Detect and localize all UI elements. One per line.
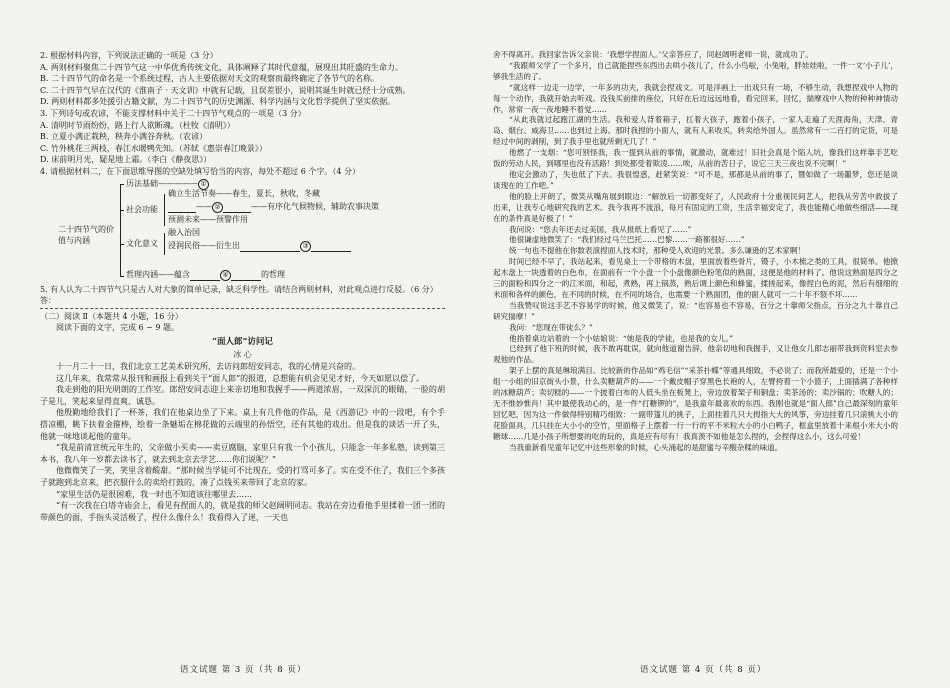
- left-column: [40, 50, 445, 523]
- footer-left: 语文试题 第 3 页（共 8 页）: [180, 665, 307, 675]
- right-para-5: 他燃了一支烟：“您可别怪我，我一提到从前的事情，就激动，就难过！旧社会真是个陷人坑，像我们这样靠手艺吃饭的劳动人民，到哪里也没有活路！到处都受着欺凌……唉，从前的苦日子，说它三天三夜也说不完啊！”: [493, 148, 898, 169]
- branch-social: 社会功能: [126, 204, 158, 214]
- right-para-3: “就这样一边走一边学，一年多的功夫，我就会捏戏文。可是洋画上一出戏只有一场，不够生动，我想捏戏中人物的每一个动作，我就开始去听戏。没钱买前排的座位，只好在后边远远地看，看完回来，回忆，揣摩戏中人物的种种神情动作，常常一夜一夜地睡不着觉……: [493, 82, 898, 114]
- culture-item-1: 融入治国: [168, 227, 200, 237]
- section-desc: 阅读下面的文字，完成 6 ~ 9 题。: [56, 323, 180, 333]
- branch-culture: 文化意义: [126, 238, 158, 248]
- blank-1: ①: [198, 179, 209, 190]
- right-para-8: 我问说：“您去年还去过美国，我从报纸上看见了……”: [509, 224, 692, 234]
- section-heading: （二）阅读 Ⅱ（本题共 4 小题，16 分）: [40, 311, 183, 321]
- social-item-3: 预测未来——预警作用: [168, 214, 248, 224]
- q4-stem: 4. 请根据材料二，在下面思维导图的空缺处填写恰当的内容，每处不超过 6 个字。（4 分）: [40, 166, 360, 176]
- right-para-17: 当我重新看见童年记忆中这些形象的时候，心头涌起的是甜蜜与辛酸杂糅的味道。: [509, 442, 783, 452]
- right-para-12: 当我赞叹说这手艺不容易学的时候，他又微笑了，说：“也容易也不容易，百分之十靠师父指点，百分之九十靠自己研究揣摩！”: [493, 300, 898, 321]
- q3-option-a: A. 清明时节雨纷纷，路上行人欲断魂。（杜牧《清明》）: [40, 120, 235, 130]
- branch-philosophy-text: 哲理内涵——蕴含: [126, 269, 190, 279]
- left-para-6: 他微微笑了一笑，笑里含着酸甜。“那时候当学徒可不比现在，受的打骂可多了。实在受不住了，我们三个多孩子就跑到北京来，把衣服什么的卖给打鼓的，凑了点钱买来带回了北京的家。: [40, 466, 445, 488]
- branch-calendar-label: 历法基础: [126, 178, 158, 188]
- branch-calendar: 历法基础————— ①: [126, 179, 209, 190]
- social-item-1: 确立生活节奏——春生，夏长，秋收，冬藏: [168, 188, 320, 198]
- mind-map-root: 二十四节气的价值与内涵: [58, 224, 114, 245]
- q3-option-d: D. 床前明月光，疑是地上霜。（李白《静夜思》）: [40, 155, 212, 165]
- left-para-5: “我是前清宣统元年生的，父亲做小买卖——卖豆腐脑，家里只有我一个小孩儿，只能念一年多私塾，读到第三本书，我八年一岁都去读书了，就去到北京去学艺……你们说呢？”: [40, 443, 445, 464]
- q3-option-b: B. 立夏小满正栽秧，秧奔小满谷奔秋。（农谚）: [40, 132, 207, 142]
- left-para-7: “家里生活仍是很困难，我一时也不知道该往哪里去……: [56, 489, 253, 499]
- right-para-16: 架子上摆的真是琳琅满目。比较新的作品如“鸡毛信”“采茶扑蝶”等通具细致，不必说了；而我所最爱的，还是一个小组一小组的旧京街头小景，什么卖糖葫芦的——一个戴皮帽子穿黑色长袍的人，左臂挎着一个小篮子，上面插满了各种样的冰糖葫芦；卖切糕的——一个披着白布的人低头坐在板凳上，旁边放着架子和铜盘；卖茶汤的；卖沙锅的；吹糖人的；无不惟妙惟肖！其中最使我动心的，是一件“打糖锣的”，是我童年最喜欢的东西。我刚也就是“面人郎”自己最深刻的童年回忆吧，因为这一件做得特别精巧细致：一副带篷儿的挑子，上面挂着几只大拇指大大的风筝，旁边挂着几只滚桃大小的花脸面具，几只挂在大小小的空竹，里面格子上摆着一行一行的平不米粒大小的小白鸭子，框盒里放着十来根小米大小的糖球……几是小孩子所想要的吃的玩的，真是应有尽有！我真羡不如他是怎么捏的，会捏得这么小，这么可爱！: [493, 366, 898, 441]
- branch-philosophy-tail: 的哲理: [261, 269, 285, 279]
- left-para-8: “有一次我在白塔寺庙会上，看见有捏面人的，就是我的师父赵阔明同志。我站在旁边看他手里揉着一团一团的带颜色的面，手指头灵活极了，捏什么像什么！我看得入了迷，一天也: [40, 501, 445, 522]
- mind-map: [40, 180, 445, 281]
- left-para-3: 我走到他的阳光明朗的工作室。郎绍安同志迎上来亲切地和我握手——两道浓眉，一双深沉的眼睛，一脸的胡子是儿，笑起来显得直爽、诚恳。: [40, 385, 445, 406]
- article-author: 冰 心: [233, 349, 252, 359]
- right-para-2: “我跟师父学了一个多月，自己就能捏些东西出去哄小孩儿了，什么小鸟啦，小兔啦，胖娃娃啦，一件一文‘小子儿’，够我生活的了。: [493, 60, 898, 81]
- right-para-11: 时间已经不早了，我站起来，看见桌上一个带格的木盘，里面放着些骨片，镊子，小木梳之类的工具，很简单。他掀起木盘上一块透着的白色布，在面前有一个小盘一个小盘像颜色粉笔似的熟面，这便是他的材料了。他说这熟面是四分之三的面粉和四分之一的江米面，和起，煮熟，再上锅蒸，熟后调上颜色和蜂蜜，揉搓起来，像捏白色的泥，然后有细细的米面和各样的颜色，在不同的时候，在不同的场合，也需要一个熟面团，他的面人就可一二十年不裂不坏……: [493, 257, 898, 299]
- culture-item-2-text: 浸润民俗——衍生出: [168, 240, 240, 250]
- blank-4: ④: [220, 270, 231, 281]
- q2-option-a: A. 两则材料聚焦二十四节气这一中华优秀传统文化，具体阐释了其时代意蕴，展现出其旺盛的生命力。: [40, 62, 403, 72]
- left-para-1: 十一月二十一日，我们北京工艺美术研究所，去访问郎绍安同志，我的心情是兴奋的。: [56, 362, 360, 372]
- article-title: “面人郎”访问记: [212, 336, 273, 347]
- culture-item-2: [168, 241, 351, 252]
- right-para-14: 他指着桌边站着的一个小姑娘说：“她是我的学徒，也是我的女儿。”: [509, 333, 734, 343]
- q3-stem: 3. 下列诗句或农谚，不能支撑材料中关于二十四节气观点的一项是（3 分）: [40, 108, 306, 118]
- q2-option-b: B. 二十四节气的命名是一个系统过程，古人主要依据对天文的观察而最终确定了各节气的名称。: [40, 74, 379, 84]
- q3-option-c: C. 竹外桃花三两枝，春江水暖鸭先知。（苏轼《惠崇春江晚景》）: [40, 143, 267, 153]
- q2-stem: 2. 根据材料内容，下列说法正确的一项是（3 分）: [40, 51, 218, 60]
- right-para-10: 统一句也不提他在你数表演捏面人技术时，那种受人欢迎的光景。多么谦逊的艺术家啊！: [509, 246, 806, 256]
- q5-stem: 5. 有人认为二十四节气只是古人对大象的简单记录，缺乏科学性。请结合两则材料，对此观点进行反驳。（6 分）: [40, 284, 438, 294]
- right-para-4: “从此我就过起跑江湖的生活。我和爱人背着箱子，扛着大孩子，跑着小孩子，一家人走遍了天涯海角，天津、青岛、烟台、威海卫……也到过上海。那时我捏的小面人，就有人来收买，转卖给外国人。虽然常有一二百打的定货，可是经过中间的剥削，到了我手里也就所剩无几了！”: [493, 115, 898, 147]
- social-item-2: —— ② ——有序化气候物候，辅助农事决策: [168, 202, 379, 213]
- blank-2: ②: [212, 202, 223, 213]
- q2-option-d: D. 两则材料都多处援引古籍文献，为二十四节气的历史渊源、科学内涵与文化哲学提供了坚实依据。: [40, 97, 396, 107]
- right-para-6: 他定会激动了，失也低了下去。我很惶惑，赶紧笑说：“可不是，那都是从前的事了，暨如做了一场噩梦，您还是谈谈现在的工作吧。”: [493, 169, 898, 190]
- right-column: [493, 50, 898, 454]
- left-para-4: 他殷勤地给我们了一杯茶，我们在他桌边坐了下来。桌上有几件他的作品，是《西游记》中的一段吧，有个手搭凉棚，眺下扶着金箍棒，绘着一条魅垢在棉花做的云端里的孙悟空，还有其他的戏出。但是我的谈话一开了头，他就一味地谈起他的童年。: [40, 408, 445, 441]
- right-para-9: 他很谦虚地微笑了：“我们经过马兰巴托……巴黎……一路都很好……”: [509, 235, 745, 245]
- left-para-2: 这几年来，我常常从报刊和画报上看到关于“面人郎”的报道，总想能有机会见见才好，今天如愿以偿了。: [56, 373, 425, 383]
- q2-option-c: C. 二十四节气早在汉代的《淮南子 · 天文训》中就有记载，且误差很小，说明其诞生时就已经十分成熟。: [40, 85, 411, 95]
- right-para-7: 他的脸上开朗了，微笑从嘴角展到眼边：“解放后一切都变好了，人民政府十分重视民间艺人，把我从劳苦中救拔了出来，让我专心地研究我的艺术。我今我再不流浪，每月有固定的工资，生活幸福安定了，我也能精心地做些细活——现在的条件真是好极了！”: [493, 191, 898, 223]
- footer-right: 语文试题 第 4 页（共 8 页）: [640, 665, 767, 675]
- blank-3: ③: [300, 241, 311, 252]
- right-para-13: 我问：“您现在带徒么？”: [509, 322, 593, 332]
- right-para-1: 舍不得离开。我回家告诉父亲说：‘我想学捏面人。’父亲答应了，同赵阔明老师一说，就成功了。: [493, 50, 813, 59]
- branch-philosophy: [126, 270, 285, 281]
- right-para-15: 已经到了他下班的时候，我不敢再耽误，就向他道谢告辞，他亲切地和我握手，又让他女儿郎志丽带我到资料室去参观他的作品。: [493, 344, 898, 365]
- answer-label: 答：: [40, 295, 445, 309]
- social-item-2-text: ——有序化气候物候，辅助农事决策: [251, 201, 379, 211]
